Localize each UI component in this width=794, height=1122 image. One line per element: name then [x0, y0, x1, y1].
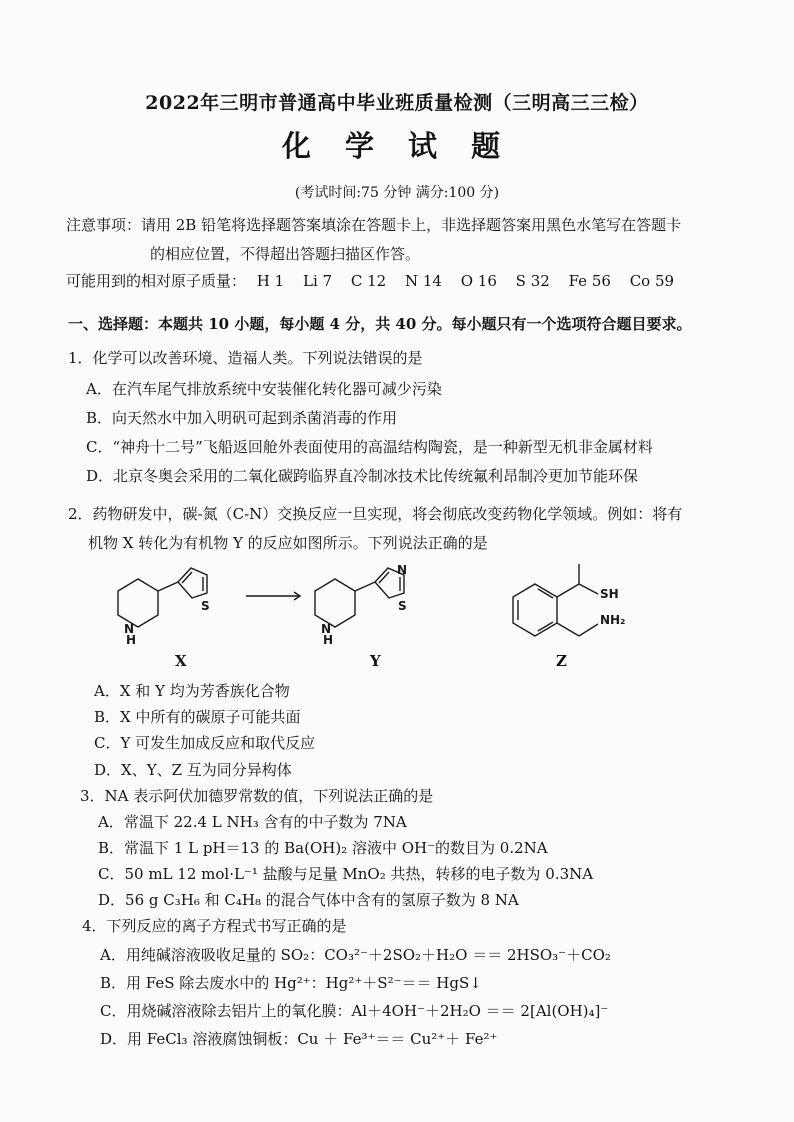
y-sulfur-label: S [398, 599, 407, 613]
question-4-option-c: C．用烧碱溶液除去铝片上的氧化膜：Al＋4OH⁻＋2H₂O ＝＝ 2[Al(OH)₄]⁻ [100, 1002, 609, 1020]
z-nh2-label: NH₂ [600, 613, 626, 627]
question-2-option-a: A．X 和 Y 均为芳香族化合物 [94, 682, 290, 700]
question-3-option-d: D．56 g C₃H₆ 和 C₄H₈ 的混合气体中含有的氢原子数为 8 NA [98, 891, 519, 909]
mass-n: N 14 [404, 272, 442, 290]
question-3-option-b: B．常温下 1 L pH＝13 的 Ba(OH)₂ 溶液中 OH⁻的数目为 0.2NA [98, 839, 548, 857]
question-3-option-c: C．50 mL 12 mol·L⁻¹ 盐酸与足量 MnO₂ 共热，转移的电子数为 0.3NA [98, 865, 594, 883]
question-3-option-a: A．常温下 22.4 L NH₃ 含有的中子数为 7NA [98, 813, 407, 831]
question-4-option-d: D．用 FeCl₃ 溶液腐蚀铜板：Cu ＋ Fe³⁺＝＝ Cu²⁺＋ Fe²⁺ [100, 1030, 498, 1048]
question-1-stem: 1．化学可以改善环境、造福人类。下列说法错误的是 [68, 349, 423, 367]
y-nh-n-label: N [321, 622, 332, 636]
notice-line-2: 的相应位置，不得超出答题扫描区作答。 [150, 245, 421, 263]
exam-time-info: (考试时间:75 分钟 满分:100 分) [294, 185, 500, 201]
z-benzene-ring [513, 584, 557, 636]
mass-h: H 1 [256, 272, 285, 290]
y-nh-h-label: H [323, 633, 334, 647]
x-piperidine-ring [118, 579, 158, 627]
question-4-stem: 4．下列反应的离子方程式书写正确的是 [82, 917, 347, 935]
mass-s: S 32 [515, 272, 550, 290]
question-3-stem: 3．NA 表示阿伏加德罗常数的值，下列说法正确的是 [80, 787, 434, 805]
question-2-stem-line-1: 2．药物研发中，碳-氮（C-N）交换反应一旦实现，将会彻底改变药物化学领域。例如：将有 [68, 505, 683, 523]
molecule-z-label: Z [556, 652, 567, 670]
subject-title: 化 学 试 题 [281, 129, 513, 163]
question-1-option-c: C．“神舟十二号”飞船返回舱外表面使用的高温结构陶瓷，是一种新型无机非金属材料 [86, 438, 653, 456]
x-nh-h-label: H [126, 633, 137, 647]
reaction-diagram [0, 560, 794, 670]
molecule-x-label: X [175, 652, 187, 670]
y-nitrogen-label: N [397, 563, 408, 577]
section-1-heading: 一、选择题：本题共 10 小题，每小题 4 分，共 40 分。每小题只有一个选项符合题目要求。 [68, 315, 692, 333]
question-4-option-b: B．用 FeS 除去废水中的 Hg²⁺：Hg²⁺＋S²⁻＝＝ HgS↓ [100, 974, 482, 992]
atomic-masses-label: 可能用到的相对原子质量： [66, 272, 247, 290]
mass-o: O 16 [460, 272, 497, 290]
question-1-option-a: A．在汽车尾气排放系统中安装催化转化器可减少污染 [86, 380, 442, 398]
mass-li: Li 7 [302, 272, 333, 290]
y-piperidine-ring [315, 579, 355, 627]
x-sulfur-label: S [201, 599, 210, 613]
notice-line-1: 注意事项：请用 2B 铅笔将选择题答案填涂在答题卡上，非选择题答案用黑色水笔写在答题卡 [66, 216, 682, 234]
question-2-option-b: B．X 中所有的碳原子可能共面 [94, 708, 301, 726]
z-sh-label: SH [600, 587, 619, 601]
question-2-option-d: D．X、Y、Z 互为同分异构体 [94, 761, 292, 779]
x-nh-n-label: N [124, 622, 135, 636]
question-4-option-a: A．用纯碱溶液吸收足量的 SO₂：CO₃²⁻＋2SO₂＋H₂O ＝＝ 2HSO₃⁻＋CO₂ [100, 946, 611, 964]
mass-fe: Fe 56 [568, 272, 611, 290]
question-2-option-c: C．Y 可发生加成反应和取代反应 [94, 734, 316, 752]
molecule-y-label: Y [370, 652, 381, 670]
mass-c: C 12 [350, 272, 387, 290]
exam-title: 2022年三明市普通高中毕业班质量检测（三明高三三检） [145, 92, 649, 114]
question-1-option-d: D．北京冬奥会采用的二氧化碳跨临界直冷制冰技术比传统氟利昂制冷更加节能环保 [86, 467, 639, 485]
question-1-option-b: B．向天然水中加入明矾可起到杀菌消毒的作用 [86, 409, 398, 427]
question-2-stem-line-2: 机物 X 转化为有机物 Y 的反应如图所示。下列说法正确的是 [88, 534, 488, 552]
mass-co: Co 59 [629, 272, 675, 290]
atomic-masses [66, 270, 688, 291]
